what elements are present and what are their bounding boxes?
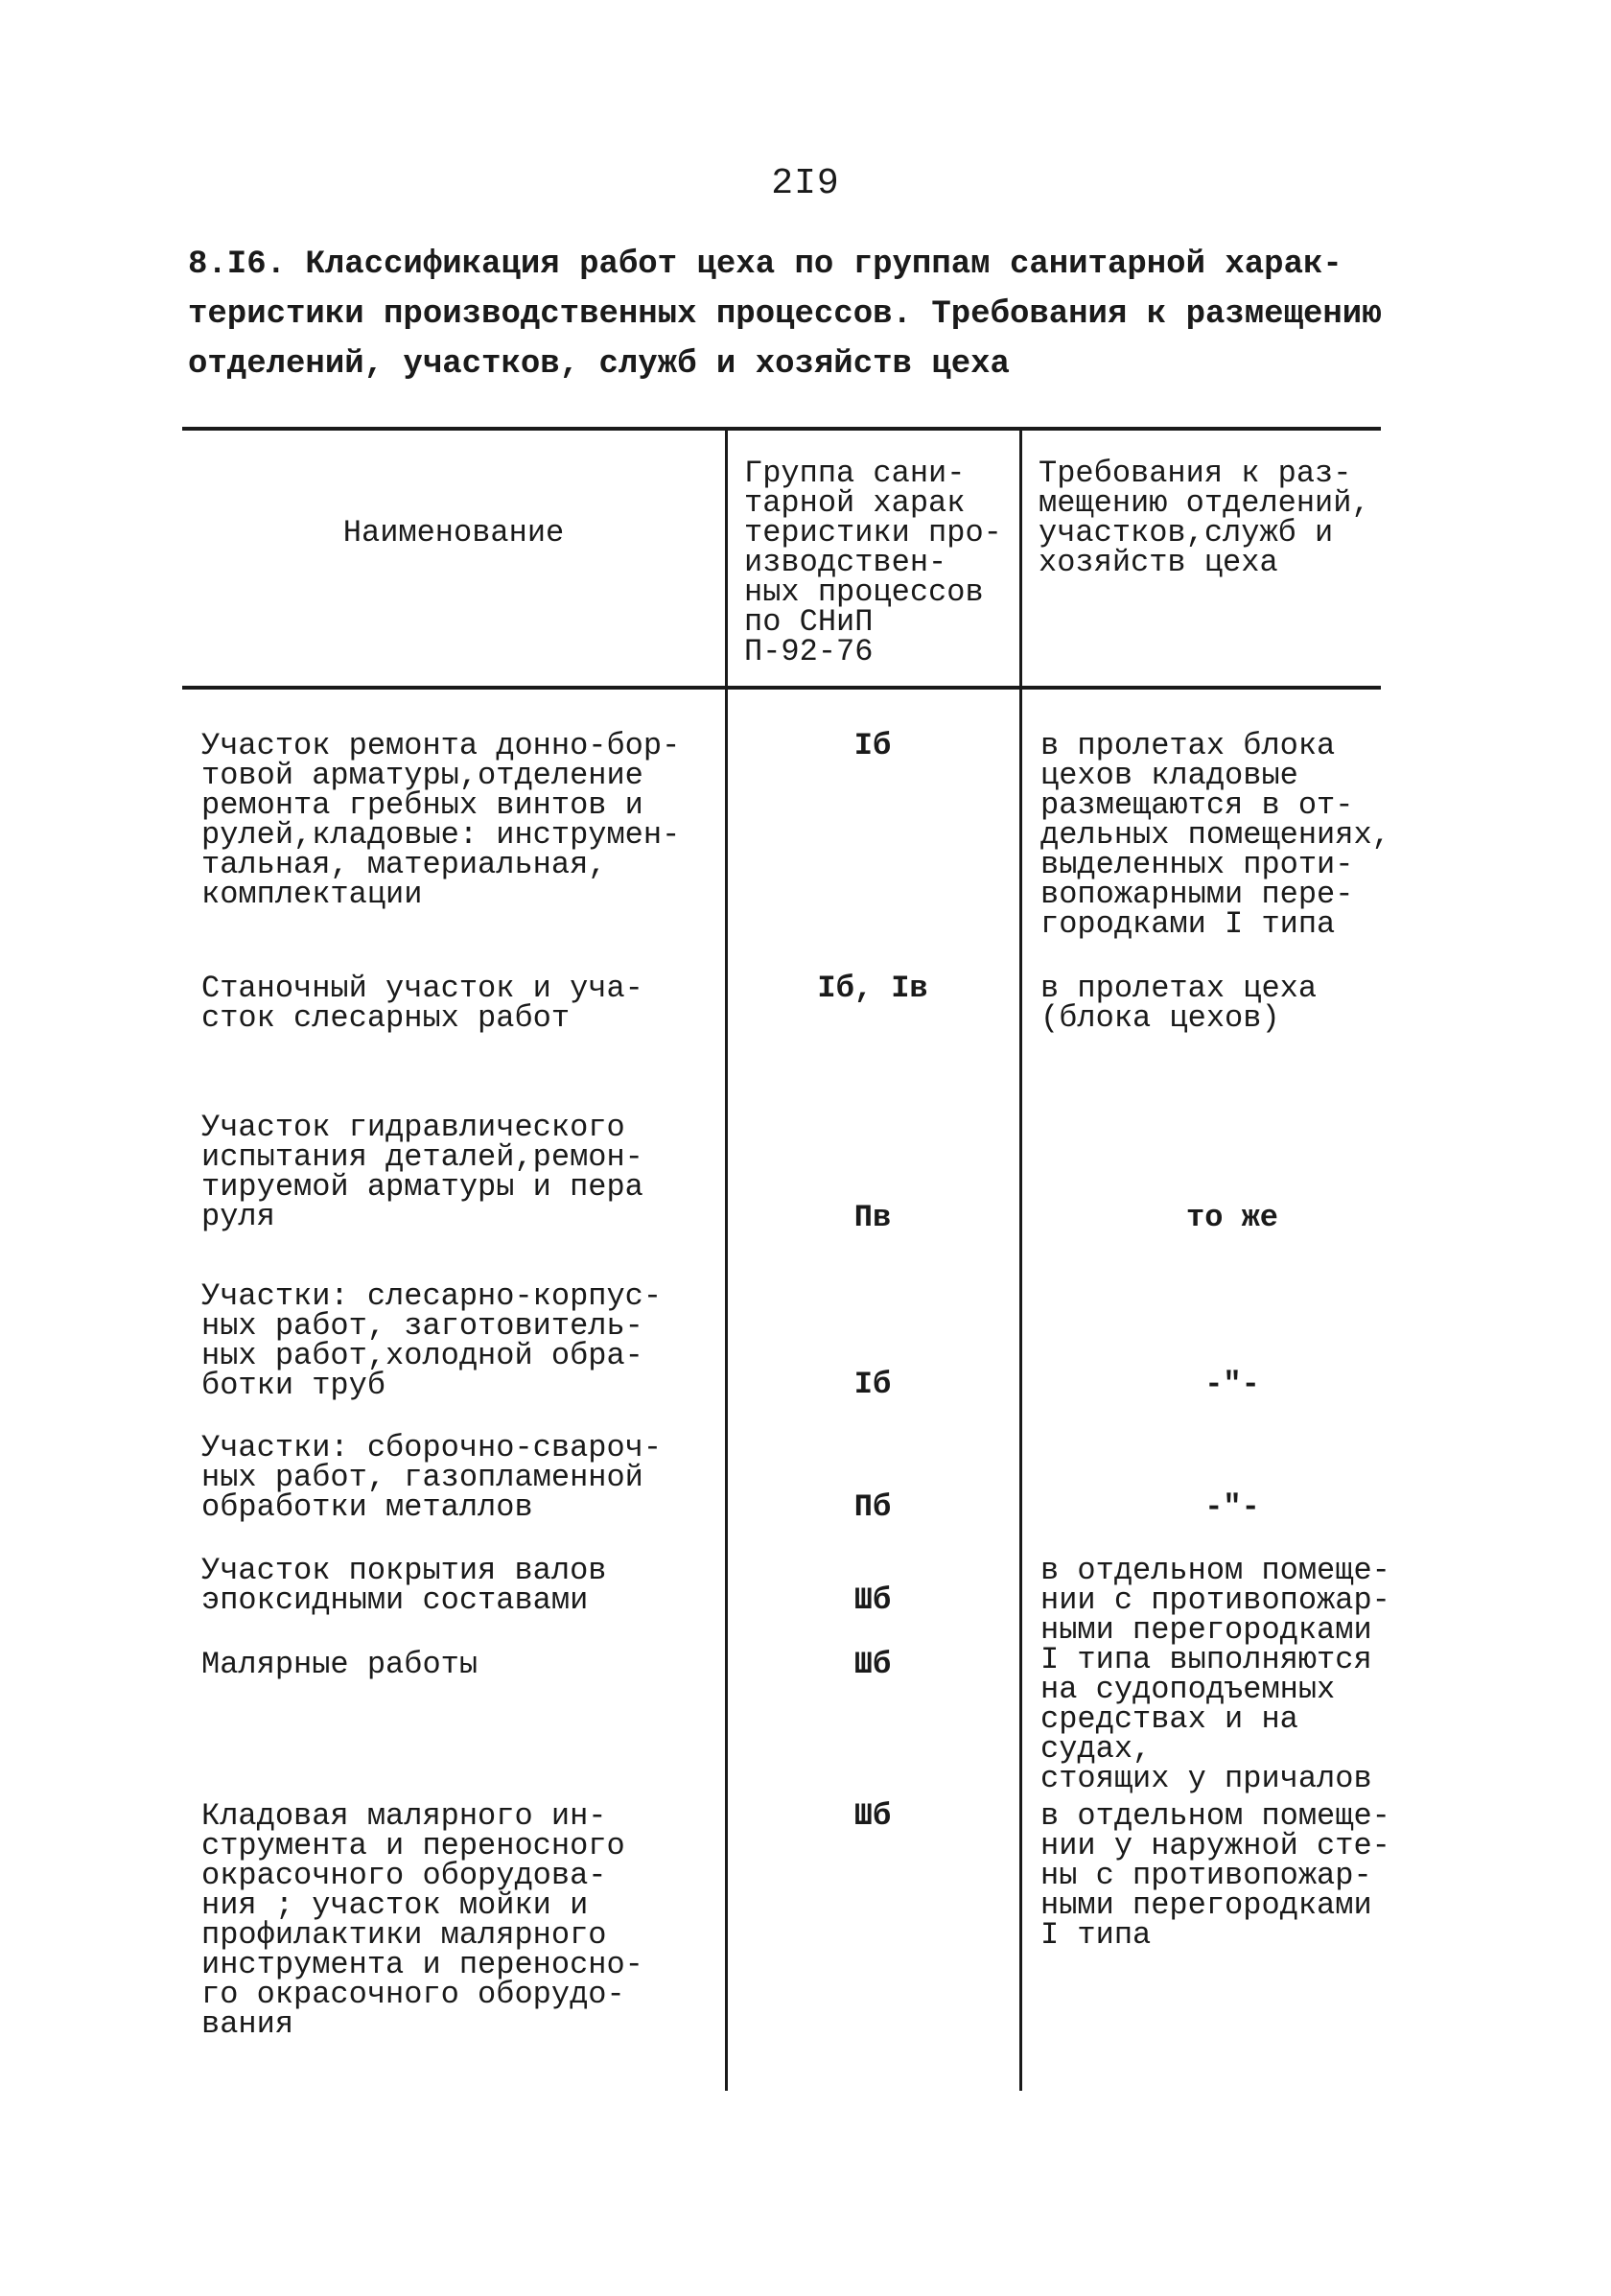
row-group: Iб [853, 1367, 892, 1402]
row-group: Шб [853, 1798, 892, 1834]
row-group: Пв [853, 1200, 892, 1235]
page-number: 2I9 [771, 163, 840, 204]
row-name: Участки: сборочно-свароч- ных работ, газопламенной обработки металлов [201, 1430, 663, 1525]
column-divider-2 [1019, 427, 1022, 2091]
row-group: Шб [853, 1647, 892, 1682]
table-caption: 8.I6. Классификация работ цеха по группам санитарной харак- теристики производственных процессов. Требования к размещению отделений, участков, служб и хозяйств цеха [188, 246, 1382, 383]
row-name: Станочный участок и уча- сток слесарных работ [201, 971, 643, 1036]
header-requirements: Требования к раз- мещению отделений, участков,служб и хозяйств цеха [1039, 456, 1370, 580]
row-group: Шб [853, 1582, 892, 1618]
row-name: Участок гидравлического испытания деталей,ремон- тируемой арматуры и пера руля [201, 1110, 643, 1234]
row-name: Участки: слесарно-корпус- ных работ, заготовитель- ных работ,холодной обра- ботки труб [201, 1278, 663, 1403]
header-name: Наименование [342, 515, 565, 551]
header-bottom-rule [182, 686, 1381, 690]
row-group: Пб [853, 1489, 892, 1525]
column-divider-1 [725, 427, 728, 2091]
row-name: Кладовая малярного ин- струмента и переносного окрасочного оборудова- ния ; участок мойки и профилактики малярного инструмента и переносно- го окрасочного оборудо- вания [201, 1798, 643, 2042]
row-requirements: -"- [1204, 1489, 1260, 1525]
row-group: Iб [853, 728, 892, 763]
row-name: Участок покрытия валов эпоксидными составами [201, 1553, 607, 1618]
row-requirements: в отдельном помеще- нии у наружной сте- ны с противопожар- ными перегородками I типа [1040, 1798, 1390, 1953]
row-requirements: в пролетах цеха (блока цехов) [1040, 971, 1318, 1036]
row-requirements: в отдельном помеще- нии с противопожар- ными перегородками I типа выполняются на судоподъемных средствах и на судах, стоящих у причалов [1040, 1553, 1390, 1796]
row-group: Iб, Iв [817, 971, 928, 1006]
row-requirements: -"- [1204, 1367, 1260, 1402]
table-top-rule [182, 427, 1381, 431]
row-requirements: то же [1185, 1200, 1278, 1235]
row-name: Малярные работы [201, 1647, 479, 1682]
row-requirements: в пролетах блока цехов кладовые размещаются в от- дельных помещениях, выделенных проти- вопожарными пере- городками I типа [1040, 728, 1390, 942]
row-name: Участок ремонта донно-бор- товой арматуры,отделение ремонта гребных винтов и рулей,кладовые: инструмен- тальная, материальная, комплектации [201, 728, 681, 912]
header-group: Группа сани- тарной харак теристики про- изводствен- ных процессов по СНиП П-92-76 [744, 456, 1002, 669]
